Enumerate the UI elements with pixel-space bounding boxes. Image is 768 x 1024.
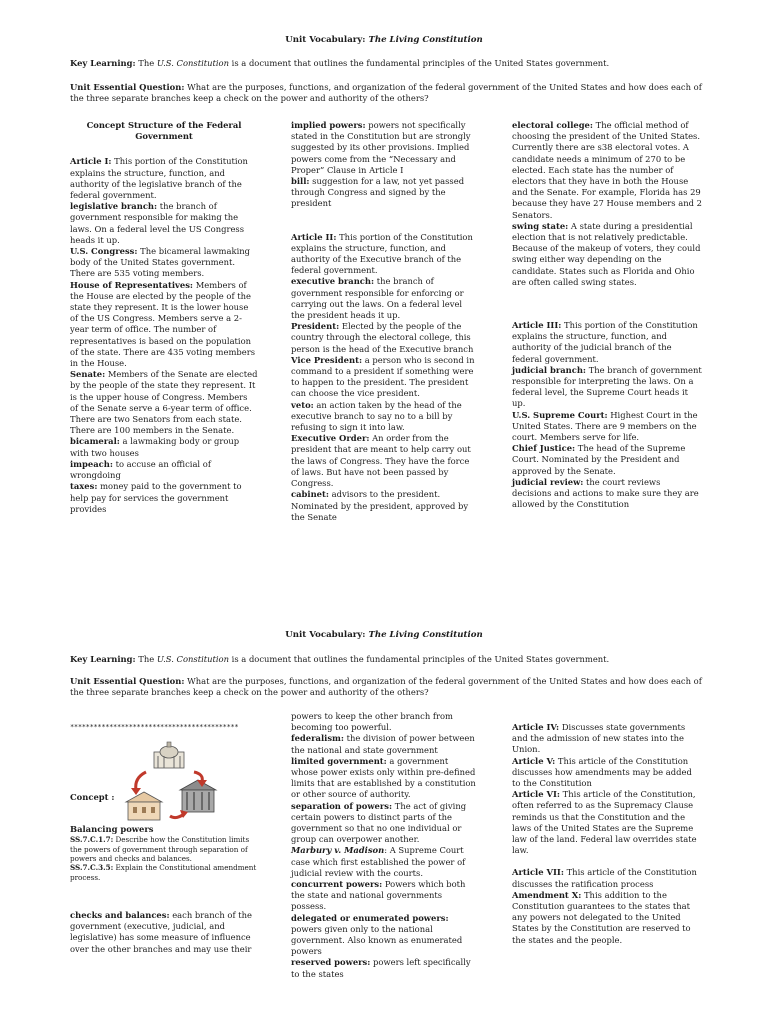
vocab-term: concurrent powers:: [291, 879, 383, 890]
vocab-definition: This portion of the Constitution explains the structure, function, and authority of the legislative branch of the federal government.: [70, 156, 248, 201]
page1-essential-question: Unit Essential Question: What are the purposes, functions, and organization of the federal government of the United States and how does each of the three separate branches keep a check on the power and authority of the others?: [70, 82, 702, 104]
vocab-entry: [291, 756, 477, 801]
page2-title: Unit Vocabulary: The Living Constitution: [285, 630, 483, 640]
page1-col1-list: [70, 156, 258, 515]
column-heading: Concept Structure of the Federal Government: [86, 120, 242, 142]
page2-essential-question: Unit Essential Question: What are the purposes, functions, and organization of the federal government of the United States and how does each of the three separate branches keep a check on the power and authority of the others?: [70, 676, 702, 698]
vocab-entry: [291, 120, 477, 176]
vocab-entry: [291, 913, 477, 958]
vocab-entry: [291, 845, 477, 879]
vocab-definition: A state during a presidential election that is not relatively predictable. Because of the makeup of voters, they could swing either way depending on the candidate. States such as Florida and Ohio are often called swing states.: [512, 220, 701, 287]
vocab-term: Marbury v. Madison: [291, 845, 385, 856]
vocab-definition: to accuse an official of wrongdoing: [70, 458, 211, 481]
vocab-term: legislative branch:: [70, 201, 158, 212]
vocab-entry: [70, 246, 258, 280]
capitol-building: [154, 742, 184, 768]
page2-col3-list-b: [512, 867, 702, 945]
vocab-entry: [512, 890, 702, 946]
vocab-definition: An order from the president that are meant to help carry out the laws of Congress. They have the force of laws. But have not been passed by Congress.: [291, 433, 471, 489]
vocab-term: impeach:: [70, 458, 113, 469]
vocab-term: limited government:: [291, 755, 387, 766]
vocab-term: bill:: [291, 176, 310, 187]
vocab-definition: The head of the Supreme Court. Nominated by the President and approved by the Senate.: [512, 443, 686, 476]
vocab-definition: the branch of government responsible for enforcing or carrying out the laws. On a federal level the president heads it up.: [291, 276, 464, 321]
vocab-entry: [70, 201, 258, 246]
vocab-term: electoral college:: [512, 120, 593, 130]
vocab-term: federalism:: [291, 733, 344, 744]
vocab-definition: advisors to the president. Nominated by the president, approved by the Senate: [291, 489, 469, 522]
vocab-definition: Highest Court in the United States. There are 9 members on the court. Members serve for life.: [512, 409, 698, 443]
vocab-entry: [291, 176, 477, 210]
vocab-term: U.S. Supreme Court:: [512, 409, 608, 420]
page2-title-italic: The Living Constitution: [368, 630, 483, 640]
vocab-term: delegated or enumerated powers:: [291, 912, 449, 923]
vocab-term: Article I:: [70, 156, 112, 167]
vocab-entry: [291, 321, 477, 355]
page2-concept-block: [70, 792, 260, 803]
vocab-entry: [291, 355, 477, 400]
vocab-definition: Members of the House are elected by the people of the state they represent. It is the lower house of the US Congress. Members serve a 2-year term of office. The number of representatives is based on the population of the state. There are 435 voting members in the House.: [70, 279, 255, 369]
vocab-entry: [70, 436, 258, 458]
vocab-term: U.S. Congress:: [70, 246, 138, 257]
vocab-entry: [512, 789, 702, 856]
vocab-term: swing state:: [512, 220, 569, 231]
page2-col3-list-a: [512, 722, 702, 856]
vocab-term: Article VII:: [512, 867, 564, 878]
vocab-entry: checks and balances: each branch of the government (executive, judicial, and legislative) has some measure of influence over the other branches and may use their: [70, 910, 252, 954]
vocab-term: Article III:: [512, 320, 562, 331]
vocab-term: bicameral:: [70, 436, 120, 447]
vocab-definition: powers given only to the national government. Also known as enumerated powers: [291, 923, 463, 957]
vocab-term: separation of powers:: [291, 800, 393, 811]
vocab-definition: This article of the Constitution discusses how amendments may be added to the Constitution: [512, 755, 692, 789]
vocab-definition: the court reviews decisions and actions to make sure they are allowed by the Constitution: [512, 476, 699, 510]
page1-col3-list-a: [512, 120, 702, 288]
page1-key-learning: Key Learning: The U.S. Constitution is a document that outlines the fundamental principles of the United States government.: [70, 58, 610, 68]
vocab-entry: [70, 156, 258, 201]
vocab-definition: powers not specifically stated in the Constitution but are strongly suggested by its other provisions. Implied powers come from the “Necessary and Proper” Clause in Article I: [291, 120, 471, 175]
vocab-entry: [291, 957, 477, 979]
vocab-definition: a government whose power exists only within pre-defined limits that are established by a constitution or other source of authority.: [291, 755, 476, 800]
page2-column-2: [291, 711, 477, 980]
vocab-term: Senate:: [70, 369, 106, 380]
vocab-entry: [291, 400, 477, 434]
vocab-definition: powers left specifically to the states: [291, 957, 471, 979]
vocab-definition: The official method of choosing the president of the United States. Currently there are s38 electoral votes. A candidate needs a minimum of 270 to be elected. Each state has the number of electors that they have in both the House and the Senate. For example, Florida has 29 because they have 27 House members and 2 Senators.: [512, 120, 702, 220]
vocab-definition: This addition to the Constitution guarantees to the states that any powers not delegated to the United States by the Constitution are reserved to the states and the people.: [512, 889, 691, 945]
vocab-term: Chief Justice:: [512, 443, 576, 454]
page2-column-1: [70, 722, 260, 733]
vocab-definition: Discusses state governments and the admission of new states into the Union.: [512, 722, 686, 755]
vocab-entry: [512, 221, 702, 288]
vocab-term: President:: [291, 321, 340, 332]
page1-title: Unit Vocabulary: The Living Constitution: [285, 35, 483, 45]
vocab-term: reserved powers:: [291, 957, 371, 968]
vocab-definition: Powers which both the state and national governments possess.: [291, 879, 466, 912]
vocab-term: taxes:: [70, 481, 98, 492]
vocab-entry: [291, 232, 477, 277]
vocab-definition: This portion of the Constitution explains the structure, function, and authority of the Executive branch of the federal government.: [291, 231, 473, 276]
vocab-term: Executive Order:: [291, 433, 370, 444]
vocab-definition: the division of power between the national and state government: [291, 733, 475, 755]
vocab-entry: [291, 801, 477, 846]
vocab-entry: [70, 280, 258, 370]
vocab-term: Article IV:: [512, 722, 560, 732]
vocab-term: Article II:: [291, 231, 337, 242]
vocab-term: Article VI:: [512, 789, 560, 800]
vocab-definition: the branch of government responsible for making the laws. On a federal level the US Congress heads it up.: [70, 201, 245, 245]
standard-2: SS.7.C.3.5: Explain the Constitutional amendment process.: [70, 863, 257, 882]
vocab-term: implied powers:: [291, 120, 366, 130]
page1-col2-list-b: [291, 232, 477, 523]
vocab-entry: [70, 481, 258, 515]
vocab-term: Article V:: [512, 755, 556, 766]
vocab-term: cabinet:: [291, 489, 329, 500]
page2-key-learning: Key Learning: The U.S. Constitution is a document that outlines the fundamental principles of the United States government.: [70, 654, 610, 664]
vocab-continuation: powers to keep the other branch from becoming too powerful.: [291, 711, 453, 733]
vocab-term: House of Representatives:: [70, 279, 194, 290]
vocab-entry: [291, 733, 477, 755]
vocab-definition: Members of the Senate are elected by the people of the state they represent. It is the upper house of Congress. Members of the Senate serve a 6-year term of office. There are two Senators from each state. There are 100 members in the Senate.: [70, 369, 258, 436]
vocab-definition: The branch of government responsible for interpreting the laws. On a federal level, the Supreme Court heads it up.: [512, 364, 702, 409]
vocab-entry: [512, 320, 702, 365]
vocab-definition: an action taken by the head of the executive branch to say no to a bill by refusing to sign it into law.: [291, 399, 462, 433]
page1-title-italic: The Living Constitution: [368, 35, 483, 45]
vocab-entry: [512, 477, 702, 511]
vocab-entry: [512, 365, 702, 410]
vocab-definition: a person who is second in command to a president if something were to happen to the president. The president can choose the vice president.: [291, 354, 475, 399]
page1-column-3: [512, 120, 702, 511]
balance-of-powers-buildings-icon: [120, 738, 220, 824]
vocab-definition: : A Supreme Court case which first established the power of judicial review with the courts.: [291, 845, 466, 878]
vocab-term: judicial branch:: [512, 364, 587, 375]
vocab-entry: [512, 867, 702, 889]
vocab-entry: [512, 756, 702, 790]
vocab-definition: This article of the Constitution discusses the ratification process: [512, 867, 697, 889]
page1-column-2: [291, 120, 477, 523]
vocab-term: executive branch:: [291, 276, 375, 287]
vocab-entry: [291, 433, 477, 489]
vocab-entry: [291, 276, 477, 321]
concept-label: Concept :: [70, 792, 115, 802]
vocab-entry: [70, 369, 258, 436]
vocab-entry: [70, 459, 258, 481]
vocab-definition: money paid to the government to help pay for services the government provides: [70, 481, 242, 514]
vocab-definition: suggestion for a law, not yet passed through Congress and signed by the president: [291, 176, 465, 209]
page2-col2-list: [291, 733, 477, 979]
vocab-definition: The bicameral lawmaking body of the United States government. There are 535 voting members.: [70, 246, 251, 279]
vocab-definition: This portion of the Constitution explains the structure, function, and authority of the judicial branch of the federal government.: [512, 320, 698, 364]
vocab-term: Vice President:: [291, 354, 363, 365]
vocab-entry: [512, 443, 702, 477]
page1-col3-list-b: [512, 320, 702, 510]
vocab-term: judicial review:: [512, 476, 584, 487]
page2-column-3: [512, 722, 702, 946]
vocab-term: Amendment X:: [512, 889, 582, 900]
vocab-definition: Elected by the people of the country through the electoral college, this person is the head of the Executive branch: [291, 321, 474, 354]
balancing-powers-heading: Balancing powers: [70, 824, 154, 834]
page2-checks-block: [70, 910, 260, 955]
vocab-entry: [512, 120, 702, 221]
page1-column-1: [70, 120, 258, 515]
standard-1: SS.7.C.1.7: Describe how the Constitution limits the powers of government through separation of powers and checks and balances.: [70, 835, 250, 864]
vocab-entry: [291, 879, 477, 913]
page1-col2-list-a: [291, 120, 477, 210]
vocab-entry: [512, 722, 702, 756]
vocab-entry: [512, 410, 702, 444]
vocab-definition: The act of giving certain powers to distinct parts of the government so that no one individual or group can overpower another.: [291, 800, 467, 845]
page2-standards-block: [70, 824, 260, 882]
asterisk-divider: *******************************************: [70, 723, 239, 731]
vocab-term: veto:: [291, 399, 314, 410]
vocab-definition: This article of the Constitution, often referred to as the Supremacy Clause reminds us that the Constitution and the laws of the United States are the Supreme law of the land. Federal law overrides state law.: [512, 789, 697, 856]
vocab-entry: [291, 489, 477, 523]
vocab-definition: a lawmaking body or group with two houses: [70, 436, 240, 458]
